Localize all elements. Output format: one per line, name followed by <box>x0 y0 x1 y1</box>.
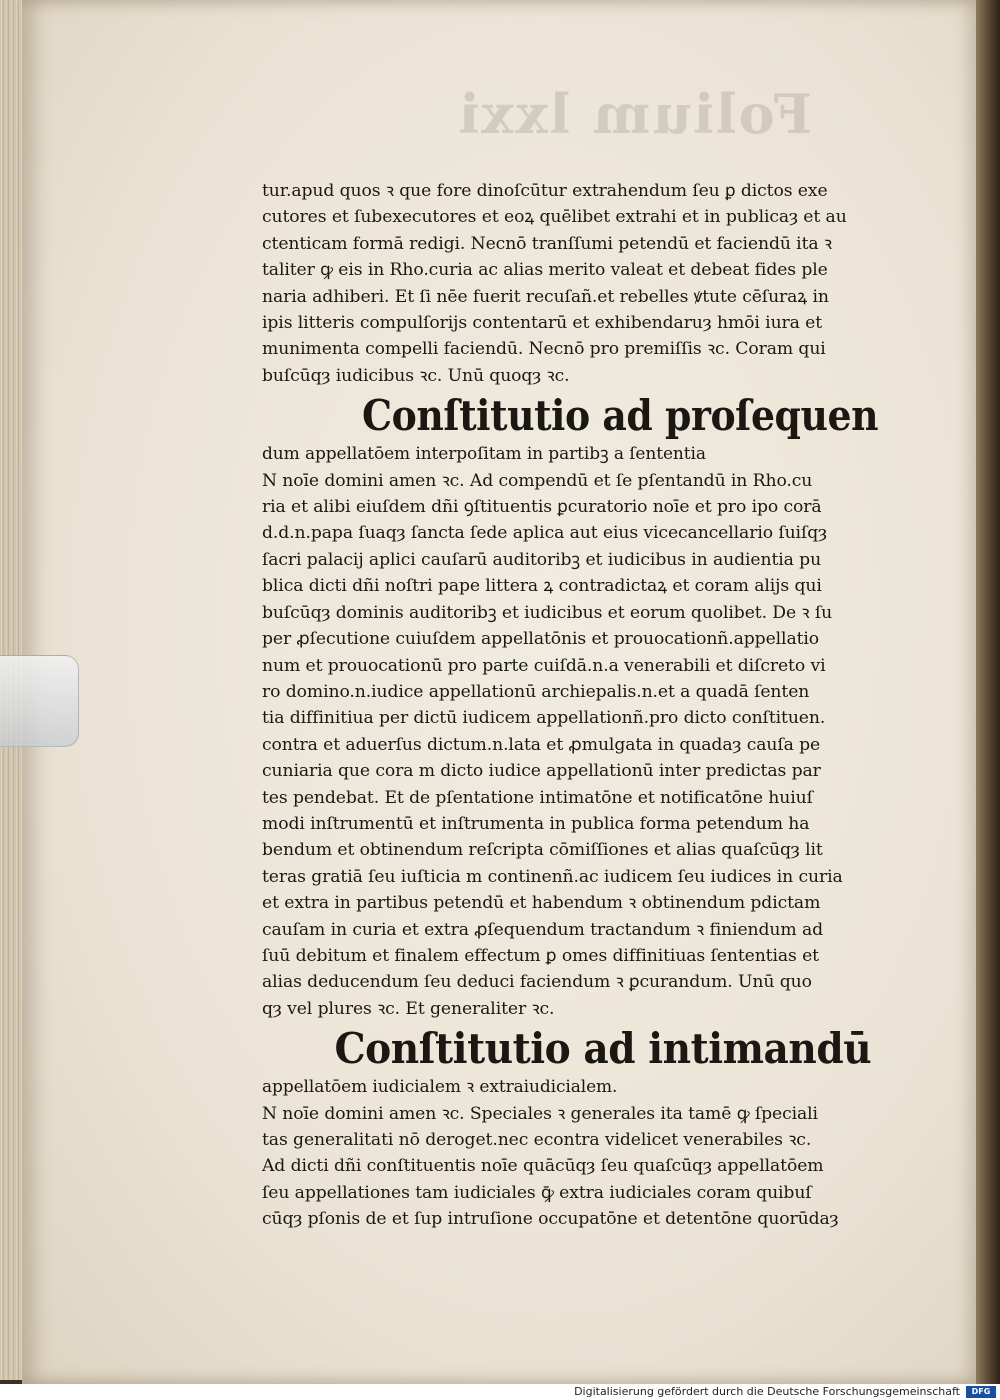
text-line: tes pendebat. Et de pſentatione intimatōne et notificatōne huiuſ <box>262 787 813 808</box>
text-line: N noīe domini amen ꝛc. Speciales ꝛ generales ita tamē ꝙ ſpeciali <box>262 1103 818 1124</box>
page-marker-tab <box>0 655 79 747</box>
text-line: buſcūqȝ dominis auditoribꝫ et iudicibus et eorum quolibet. De ꝛ ſu <box>262 602 833 623</box>
text-line: et extra in partibus petendū et habendum ꝛ obtinendum pdictam <box>262 893 821 914</box>
text-line: alias deducendum ſeu deduci faciendum ꝛ ꝑcurandum. Unū quo <box>262 972 812 993</box>
text-line: munimenta compelli faciendū. Necnō pro premiſſis ꝛc. Coram qui <box>262 339 826 360</box>
text-line: ro domino.n.iudice appellationū archiepalis.n.et a quadā ſenten <box>262 681 810 702</box>
text-line: ſacri palacij aplici cauſarū auditoribꝫ et iudicibus in audientia pu <box>262 549 822 570</box>
text-line: qȝ vel plures ꝛc. Et generaliter ꝛc. <box>262 998 555 1019</box>
dfg-logo: DFG <box>966 1386 996 1398</box>
text-line: cuniaria que cora m dicto iudice appellationū inter predictas par <box>262 761 821 782</box>
text-line: tas generalitati nō deroget.nec econtra videlicet venerabiles ꝛc. <box>262 1130 812 1150</box>
text-line: blica dicti dñi noſtri pape littera ꝝ contradictaꝝ et coram alijs qui <box>262 576 822 597</box>
paragraph-3 <box>262 1101 852 1233</box>
section-heading-2: Conſtitutio ad intimandū <box>334 1024 872 1074</box>
text-line: bendum et obtinendum reſcripta cōmiſſiones et alias quaſcūqȝ lit <box>262 840 823 861</box>
text-line: taliter ꝙ eis in Rho.curia ac alias merito valeat et debeat fides ple <box>262 260 828 281</box>
book-right-edge <box>976 0 1000 1400</box>
paragraph-1 <box>262 178 852 389</box>
running-head-bleed-through: Folium lxxi <box>456 82 812 146</box>
text-line: modi inſtrumentū et inſtrumenta in publica forma petendum ha <box>262 813 810 834</box>
text-line: Ad dicti dñi conſtituentis noīe quācūqȝ ſeu quaſcūqȝ appellatōem <box>262 1156 824 1177</box>
text-line: tia diffinitiua per dictū iudicem appellationñ.pro dicto conſtituen. <box>262 708 826 729</box>
footer-credit-text: Digitalisierung gefördert durch die Deutsche Forschungsgemeinschaft <box>574 1385 960 1398</box>
text-line: ſuū debitum et finalem effectum ꝑ omes diffinitiuas ſententias et <box>262 945 819 966</box>
text-line: per ꝓſecutione cuiuſdem appellatōnis et prouocationñ.appellatio <box>262 629 820 650</box>
text-line: ipis litteris compulſorijs contentarū et exhibendaruȝ hmōi iura et <box>262 313 823 334</box>
section-subheading-1: dum appellatōem interpoſitam in partibꝫ a ſententia <box>262 444 706 465</box>
section-subheading-2: appellatōem iudicialem ꝛ extraiudicialem. <box>262 1077 618 1098</box>
text-block <box>262 178 879 1233</box>
text-line: teras gratiā ſeu iuſticia m continenñ.ac iudicem ſeu iudices in curia <box>262 866 843 887</box>
text-line: tur.apud quos ꝛ que fore dinoſcūtur extrahendum ſeu ꝑ dictos exe <box>262 181 828 201</box>
text-line: d.d.n.papa ſuaqȝ ſancta ſede aplica aut eius vicecancellario ſuiſqȝ <box>262 523 827 544</box>
text-line: ſeu appellationes tam iudiciales ꝙ̄ extra iudiciales coram quibuſ <box>262 1182 812 1203</box>
paragraph-2 <box>262 468 852 1023</box>
text-line: cūqȝ pſonis de et ſup intruſione occupatōne et detentōne quorūdaȝ <box>262 1209 839 1230</box>
text-line: cauſam in curia et extra ꝓſequendum tractandum ꝛ finiendum ad <box>262 919 824 940</box>
text-line: ctenticam formā redigi. Necnō tranſſumi petendū et faciendū ita ꝛ <box>262 233 832 254</box>
footer-credit-bar <box>0 1384 1000 1400</box>
text-line: buſcūqȝ iudicibus ꝛc. Unū quoqȝ ꝛc. <box>262 365 570 386</box>
text-line: N noīe domini amen ꝛc. Ad compendū et ſe pſentandū in Rho.cu <box>262 470 813 491</box>
text-line: cutores et ſubexecutores et eoꝝ quēlibet extrahi et in publicaȝ et au <box>262 207 847 228</box>
text-line: contra et aduerſus dictum.n.lata et ꝓmulgata in quadaȝ cauſa pe <box>262 734 821 755</box>
section-heading-1: Conſtitutio ad proſequen <box>362 391 879 441</box>
text-line: naria adhiberi. Et ſi nēe fuerit recuſañ.et rebelles ꝟtute cēſuraꝝ in <box>262 286 829 307</box>
text-line: ria et alibi eiuſdem dñi ꝯſtituentis ꝑcuratorio noīe et pro ipo corā <box>262 497 822 518</box>
text-line: num et prouocationū pro parte cuiſdā.n.a venerabili et diſcreto vi <box>262 655 826 676</box>
